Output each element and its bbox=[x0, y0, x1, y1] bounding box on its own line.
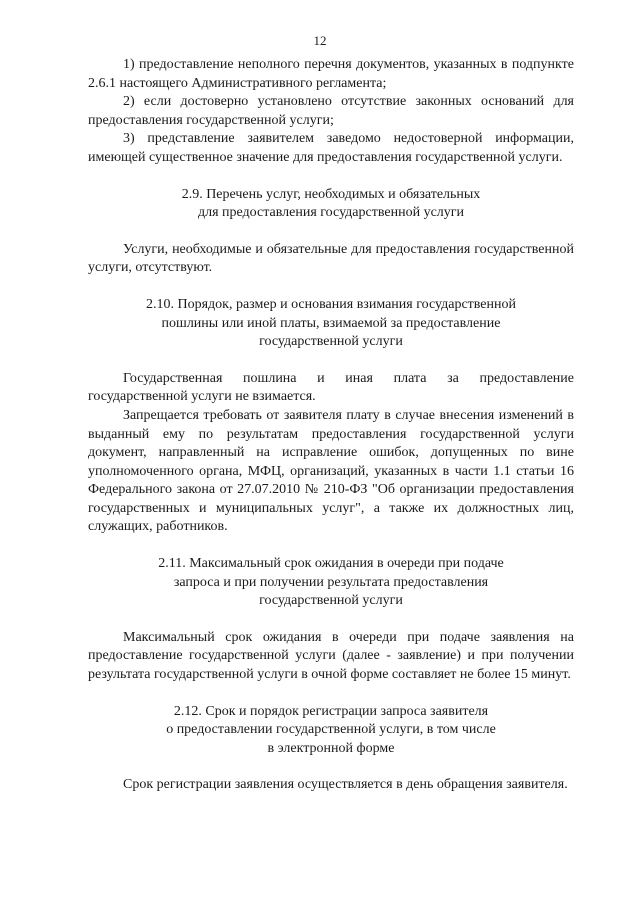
paragraph-fee-prohibited: Запрещается требовать от заявителя плату в случае внесения изменений в выданный ему по результатам предоставления государственной услуги документ, направленный на исправление ошибок, допущенных по вине уполномоченного органа, МФЦ, организаций, указанных в части 1.1 статьи 16 Федерального закона от 27.07.2010 № 210-ФЗ "Об организации предоставления государственных и муниципальных услуг", а также их должностных лиц, служащих, работников. bbox=[88, 407, 574, 535]
heading-line: 2.10. Порядок, размер и основания взимания государственной bbox=[145, 296, 516, 312]
document-body bbox=[88, 56, 574, 795]
paragraph-no-fee: Государственная пошлина и иная плата за предоставление государственной услуги не взимается. bbox=[88, 370, 574, 405]
heading-line: государственной услуги bbox=[259, 593, 403, 609]
page-number: 12 bbox=[313, 33, 327, 48]
list-item-no-legal-grounds: 2) если достоверно установлено отсутствие законных оснований для предоставления государственной услуги; bbox=[88, 94, 574, 128]
section-heading-2-11 bbox=[88, 555, 574, 611]
heading-line: запроса и при получении результата предоставления bbox=[173, 574, 489, 590]
heading-line: 2.9. Перечень услуг, необходимых и обязательных bbox=[181, 186, 481, 202]
section-heading-2-9 bbox=[88, 186, 574, 223]
paragraph-services-absent: Услуги, необходимые и обязательные для предоставления государственной услуги, отсутствуют. bbox=[88, 241, 574, 276]
list-item-false-information: 3) представление заявителем заведомо недостоверной информации, имеющей существенное значение для предоставления государственной услуги. bbox=[88, 131, 574, 165]
heading-line: 2.12. Срок и порядок регистрации запроса заявителя bbox=[173, 703, 489, 719]
heading-line: для предоставления государственной услуги bbox=[197, 205, 465, 221]
list-item-incomplete-documents: 1) предоставление неполного перечня документов, указанных в подпункте 2.6.1 настоящего Административного регламента; bbox=[88, 57, 574, 91]
paragraph-registration-term: Срок регистрации заявления осуществляется в день обращения заявителя. bbox=[123, 777, 568, 793]
heading-line: в электронной форме bbox=[267, 740, 395, 756]
heading-line: о предоставлении государственной услуги, в том числе bbox=[166, 722, 496, 738]
heading-line: 2.11. Максимальный срок ожидания в очереди при подаче bbox=[158, 556, 504, 572]
section-heading-2-10 bbox=[88, 296, 574, 352]
heading-line: пошлины или иной платы, взимаемой за предоставление bbox=[161, 315, 501, 331]
paragraph-waiting-time: Максимальный срок ожидания в очереди при подаче заявления на предоставление государственной услуги (далее - заявление) и при получении результата государственной услуги в очной форме составляет не более 15 минут. bbox=[88, 629, 574, 683]
heading-line: государственной услуги bbox=[259, 334, 403, 350]
section-heading-2-12 bbox=[88, 703, 574, 759]
